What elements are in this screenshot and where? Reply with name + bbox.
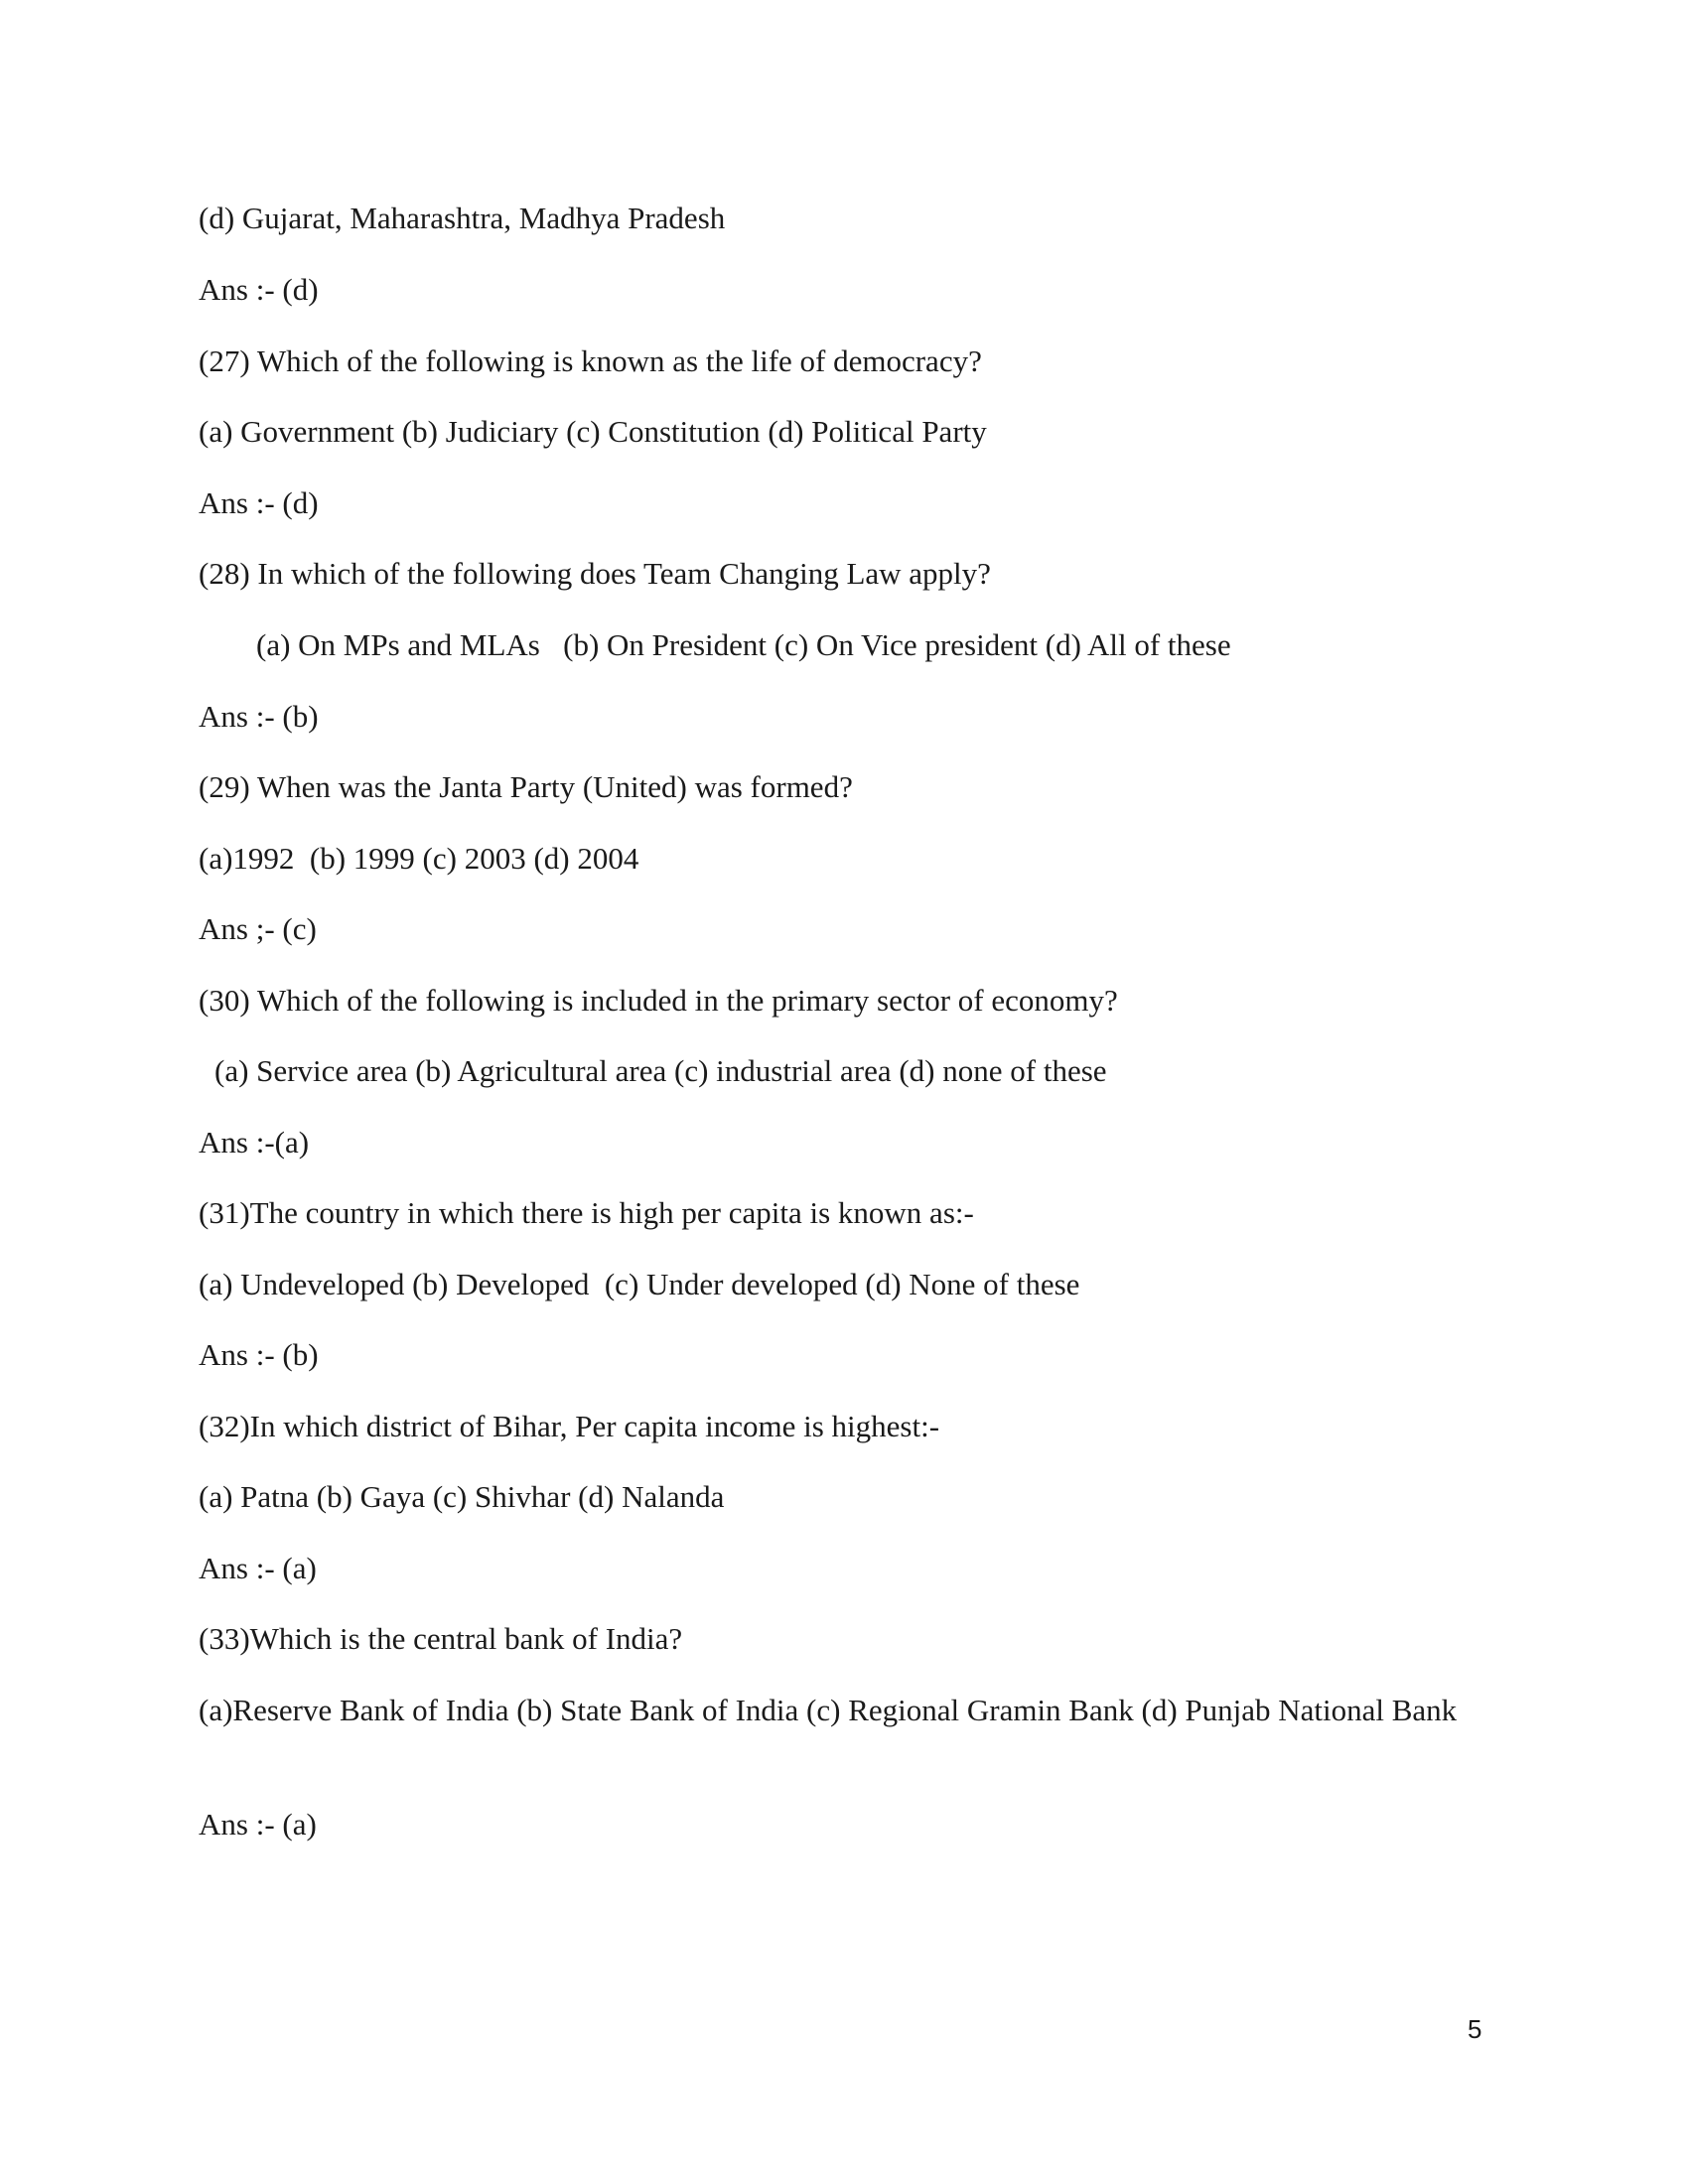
options-32: (a) Patna (b) Gaya (c) Shivhar (d) Nalanda (199, 1479, 725, 1514)
answer-line: Ans :- (d) (199, 272, 319, 307)
options-29: (a)1992 (b) 1999 (c) 2003 (d) 2004 (199, 841, 639, 876)
question-32: (32)In which district of Bihar, Per capita income is highest:- (199, 1409, 940, 1443)
options-27: (a) Government (b) Judiciary (c) Constitution (d) Political Party (199, 414, 987, 449)
answer-33: Ans :- (a) (199, 1807, 317, 1842)
question-33: (33)Which is the central bank of India? (199, 1621, 683, 1656)
question-29: (29) When was the Janta Party (United) was formed? (199, 769, 853, 804)
page-number: 5 (1468, 2014, 1482, 2044)
options-28: (a) On MPs and MLAs (b) On President (c) On Vice president (d) All of these (256, 627, 1231, 662)
question-31: (31)The country in which there is high per capita is known as:- (199, 1195, 974, 1230)
answer-30: Ans :-(a) (199, 1125, 310, 1160)
option-line: (d) Gujarat, Maharashtra, Madhya Pradesh (199, 201, 726, 235)
answer-27: Ans :- (d) (199, 485, 319, 520)
question-28: (28) In which of the following does Team Changing Law apply? (199, 556, 991, 591)
answer-32: Ans :- (a) (199, 1551, 317, 1585)
question-27: (27) Which of the following is known as the life of democracy? (199, 343, 982, 378)
answer-29: Ans ;- (c) (199, 911, 317, 946)
options-33: (a)Reserve Bank of India (b) State Bank of India (c) Regional Gramin Bank (d) Punjab National Bank (199, 1693, 1458, 1727)
answer-31: Ans :- (b) (199, 1337, 319, 1372)
options-31: (a) Undeveloped (b) Developed (c) Under developed (d) None of these (199, 1267, 1080, 1301)
question-30: (30) Which of the following is included in the primary sector of economy? (199, 983, 1118, 1018)
answer-28: Ans :- (b) (199, 699, 319, 734)
options-30: (a) Service area (b) Agricultural area (c) industrial area (d) none of these (214, 1053, 1107, 1088)
